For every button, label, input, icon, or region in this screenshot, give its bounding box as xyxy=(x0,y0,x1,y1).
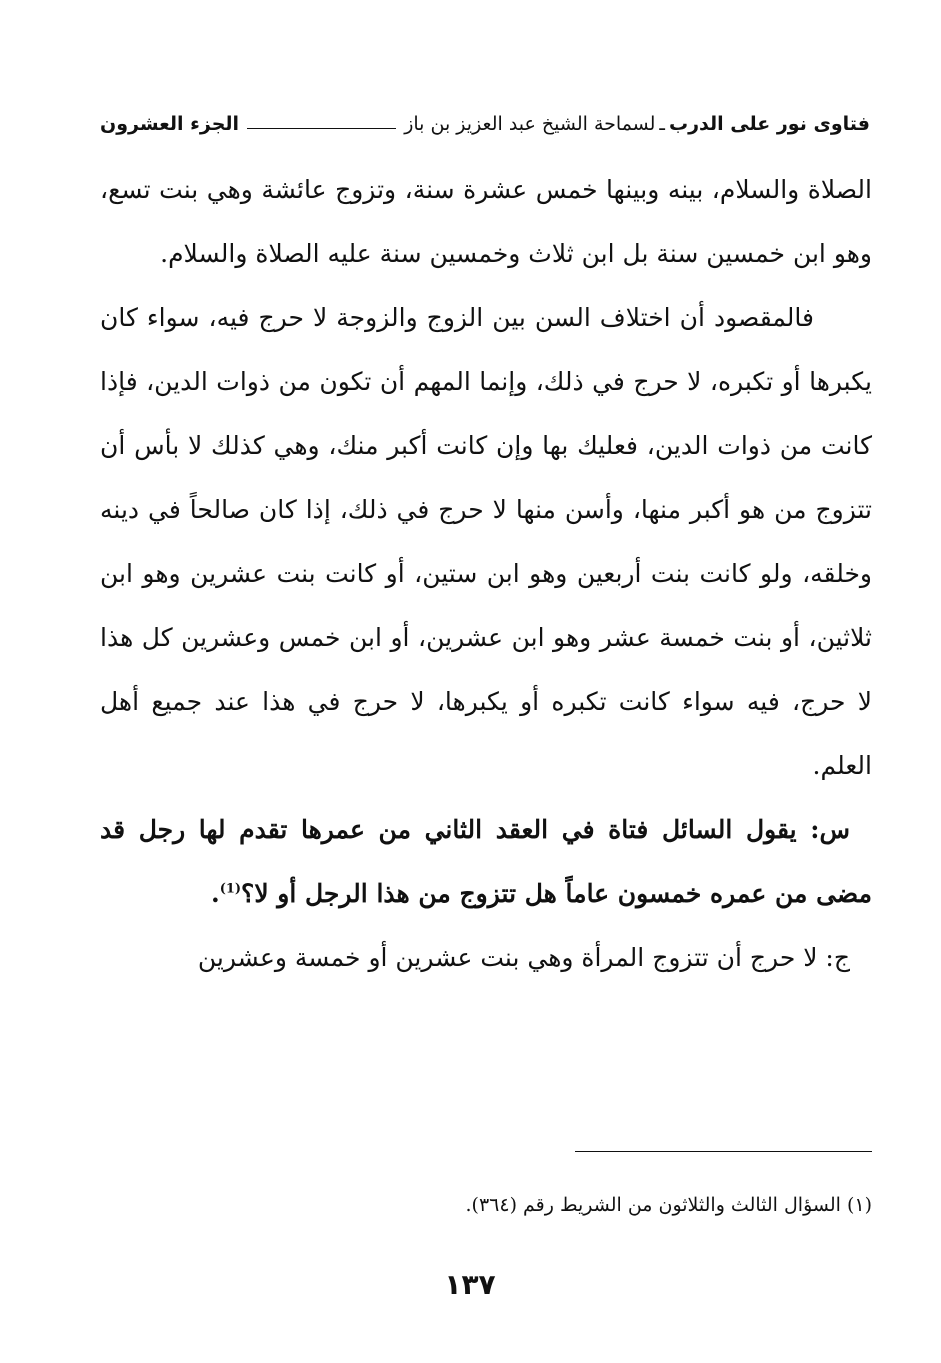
book-title: فتاوى نور على الدرب xyxy=(669,113,870,135)
header-dash: ـ xyxy=(659,113,665,135)
header-rule xyxy=(247,128,396,129)
footnote-ref[interactable]: (1) xyxy=(219,881,242,897)
running-header xyxy=(100,104,870,144)
question-text: س: يقول السائل فتاة في العقد الثاني من عمرها تقدم لها رجل قد مضى من عمره خمسون عاماً هل تتزوج من هذا الرجل أو لا؟ xyxy=(100,815,872,908)
page-number: ١٣٧ xyxy=(444,1268,496,1301)
volume-part: الجزء العشرون xyxy=(100,113,240,135)
main-text xyxy=(100,158,872,990)
question-paragraph: س: يقول السائل فتاة في العقد الثاني من عمرها تقدم لها رجل قد مضى من عمره خمسون عاماً هل تتزوج من هذا الرجل أو لا؟$^{(1)}$. xyxy=(100,815,872,908)
footnote: (١) السؤال الثالث والثلاثون من الشريط رقم (٣٦٤). xyxy=(465,1194,872,1216)
answer-paragraph: ج: لا حرج أن تتزوج المرأة وهي بنت عشرين أو خمسة وعشرين xyxy=(197,943,850,972)
author-credit: لسماحة الشيخ عبد العزيز بن باز xyxy=(404,113,656,135)
paragraph-age-difference: فالمقصود أن اختلاف السن بين الزوج والزوجة لا حرج فيه، سواء كان يكبرها أو تكبره، لا حرج في ذلك، وإنما المهم أن تكون من ذوات الدين، فإذا كانت من ذوات الدين، فعليك بها وإن كانت أكبر منك، وهي كذلك لا بأس أن تتزوج من هو أكبر منها، وأسن منها لا حرج في ذلك، إذا كان صالحاً في دينه وخلقه، ولو كانت بنت أربعين وهو ابن ستين، أو كانت بنت عشرين وهو ابن ثلاثين، أو بنت خمسة عشر وهو ابن عشرين، أو ابن خمس وعشرين كل هذا لا حرج، فيه سواء كانت تكبره أو يكبرها، لا حرج في هذا عند جميع أهل العلم. xyxy=(100,303,872,780)
footnote-separator xyxy=(575,1151,872,1152)
paragraph-continuation: الصلاة والسلام، بينه وبينها خمس عشرة سنة، وتزوج عائشة وهي بنت تسع، وهو ابن خمسين سنة بل ابن ثلاث وخمسين سنة عليه الصلاة والسلام. xyxy=(100,175,872,268)
